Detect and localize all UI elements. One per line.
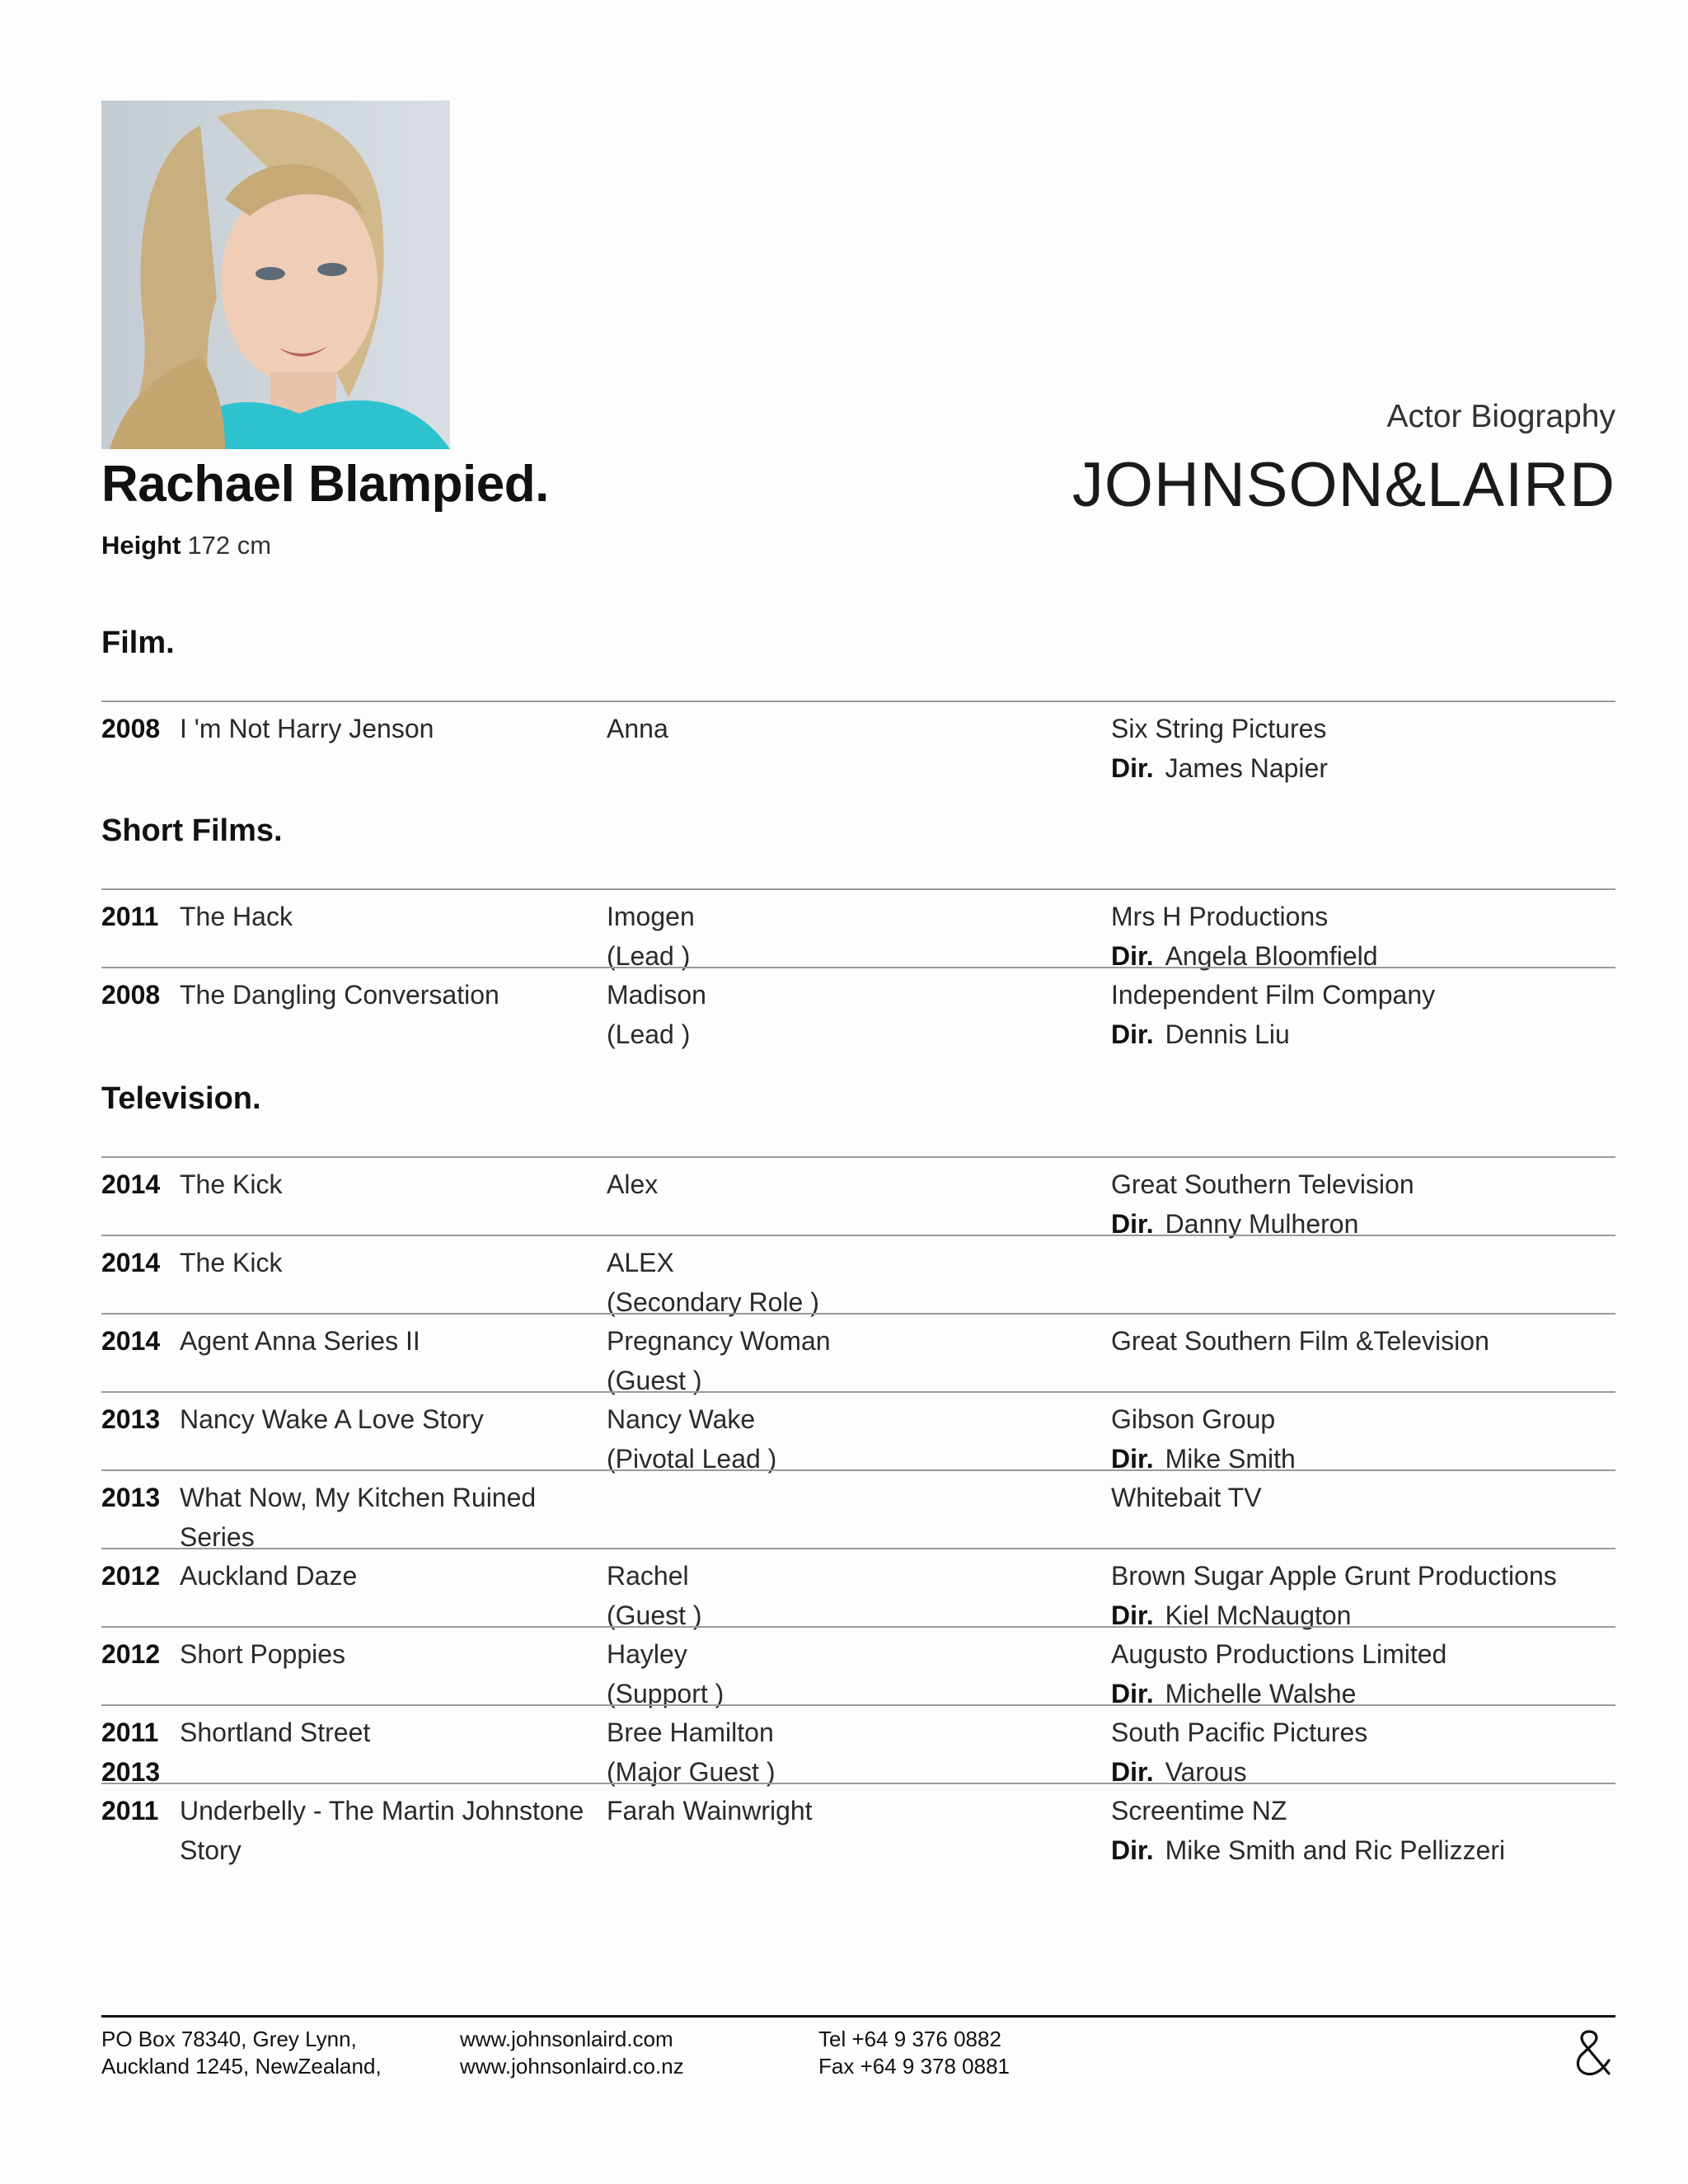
director-name: James Napier xyxy=(1165,753,1328,783)
director-name: Mike Smith xyxy=(1165,1444,1296,1474)
credit-row xyxy=(101,701,1615,783)
director-label: Dir. xyxy=(1111,1679,1154,1708)
credit-role xyxy=(607,1556,1068,1635)
credit-list xyxy=(101,701,1615,783)
short-films-section xyxy=(101,809,1615,1049)
year-end-value: 2013 xyxy=(101,1757,161,1787)
director-label: Dir. xyxy=(1111,1444,1154,1474)
production-title: What Now, My Kitchen Ruined Series xyxy=(180,1483,537,1552)
production-company: Independent Film Company xyxy=(1111,980,1436,1010)
production-company: Mrs H Productions xyxy=(1111,902,1329,931)
director-label: Dir. xyxy=(1111,941,1154,971)
director-label: Dir. xyxy=(1111,753,1154,783)
production-title: The Kick xyxy=(180,1169,283,1199)
director-label: Dir. xyxy=(1111,1601,1154,1630)
production-company: Six String Pictures xyxy=(1111,714,1327,743)
production-title: Nancy Wake A Love Story xyxy=(180,1404,484,1434)
headshot-image xyxy=(101,101,450,449)
credit-row xyxy=(101,1235,1615,1317)
section-title: Television. xyxy=(101,1081,261,1116)
role-type: (Secondary Role ) xyxy=(607,1287,819,1317)
credit-list xyxy=(101,888,1615,1049)
credit-role xyxy=(607,1165,1068,1204)
credit-year xyxy=(101,1478,176,1517)
production-title: Agent Anna Series II xyxy=(180,1326,420,1356)
director-name: Danny Mulheron xyxy=(1165,1209,1359,1239)
production-title: The Kick xyxy=(180,1248,283,1277)
production-company: Brown Sugar Apple Grunt Productions xyxy=(1111,1561,1557,1591)
credit-role xyxy=(607,1321,1068,1400)
credit-row xyxy=(101,888,1615,971)
credit-year xyxy=(101,1243,176,1282)
role-name: Imogen xyxy=(607,902,695,931)
credit-year xyxy=(101,1321,176,1361)
year-value: 2008 xyxy=(101,714,161,743)
production-details xyxy=(1111,1791,1614,1870)
credit-row xyxy=(101,1156,1615,1239)
role-name: Anna xyxy=(607,714,668,743)
credit-role xyxy=(607,975,1068,1054)
footer-divider xyxy=(101,2015,1615,2018)
production-title: I 'm Not Harry Jenson xyxy=(180,714,434,743)
year-value: 2011 xyxy=(101,1718,159,1747)
production-details xyxy=(1111,1634,1614,1713)
role-type: (Guest ) xyxy=(607,1366,702,1395)
year-value: 2012 xyxy=(101,1639,161,1669)
production-details xyxy=(1111,1321,1614,1361)
director-label: Dir. xyxy=(1111,1835,1154,1865)
production-title: The Hack xyxy=(180,902,293,931)
role-type: (Lead ) xyxy=(607,941,691,971)
role-name: Nancy Wake xyxy=(607,1404,756,1434)
production-details xyxy=(1111,1399,1614,1479)
year-value: 2012 xyxy=(101,1561,161,1591)
director-name: Angela Bloomfield xyxy=(1165,941,1378,971)
credit-year xyxy=(101,1713,176,1792)
production-company: Augusto Productions Limited xyxy=(1111,1639,1447,1669)
role-type: (Guest ) xyxy=(607,1601,702,1630)
production-details xyxy=(1111,1713,1614,1792)
production-company: Great Southern Television xyxy=(1111,1169,1414,1199)
section-title: Film. xyxy=(101,626,175,660)
credit-role xyxy=(607,1713,1068,1792)
agency-logo: JOHNSON&LAIRD xyxy=(1071,450,1615,520)
credit-row xyxy=(101,1548,1615,1630)
website-link[interactable]: www.johnsonlaird.co.nz xyxy=(460,2054,684,2079)
height-line xyxy=(101,531,271,560)
role-name: Hayley xyxy=(607,1639,687,1669)
production-company: Whitebait TV xyxy=(1111,1483,1262,1512)
credit-role xyxy=(607,1634,1068,1713)
address-line: PO Box 78340, Grey Lynn, xyxy=(101,2027,357,2051)
production-details xyxy=(1111,897,1614,976)
production-details xyxy=(1111,1165,1614,1244)
year-value: 2011 xyxy=(101,1796,159,1825)
credit-year xyxy=(101,975,176,1015)
credit-row xyxy=(101,1704,1615,1787)
role-type: (Support ) xyxy=(607,1679,724,1708)
credit-year xyxy=(101,1791,176,1830)
credit-row xyxy=(101,1469,1615,1552)
director-line xyxy=(1111,1830,1614,1870)
production-title: Auckland Daze xyxy=(180,1561,358,1591)
footer-address xyxy=(101,2026,382,2080)
role-name: Farah Wainwright xyxy=(607,1796,813,1825)
production-title: The Dangling Conversation xyxy=(180,980,499,1010)
director-name: Michelle Walshe xyxy=(1165,1679,1357,1708)
credit-role xyxy=(607,1243,1068,1322)
production-details xyxy=(1111,975,1614,1054)
credit-year xyxy=(101,709,176,748)
credit-row xyxy=(101,1391,1615,1474)
year-value: 2013 xyxy=(101,1483,161,1512)
director-label: Dir. xyxy=(1111,1757,1154,1787)
website-link[interactable]: www.johnsonlaird.com xyxy=(460,2027,673,2051)
director-line xyxy=(1111,1015,1614,1054)
director-name: Dennis Liu xyxy=(1165,1019,1290,1049)
credit-list xyxy=(101,1156,1615,1865)
year-value: 2008 xyxy=(101,980,161,1010)
role-name: Rachel xyxy=(607,1561,689,1591)
year-value: 2011 xyxy=(101,902,159,931)
film-section xyxy=(101,621,1615,783)
section-title: Short Films. xyxy=(101,813,283,848)
credit-year xyxy=(101,1634,176,1674)
credit-role xyxy=(607,709,1068,748)
production-details xyxy=(1111,1556,1614,1635)
year-value: 2013 xyxy=(101,1404,161,1434)
credit-role xyxy=(607,1399,1068,1479)
role-name: ALEX xyxy=(607,1248,674,1277)
actor-headshot-photo xyxy=(101,101,450,449)
production-company: Screentime NZ xyxy=(1111,1796,1287,1825)
credit-row xyxy=(101,967,1615,1049)
fax-number: Fax +64 9 378 0881 xyxy=(818,2054,1010,2079)
actor-name: Rachael Blampied. xyxy=(101,456,549,513)
document-type: Actor Biography xyxy=(1386,399,1615,434)
production-company: Gibson Group xyxy=(1111,1404,1276,1434)
role-type: (Pivotal Lead ) xyxy=(607,1444,777,1474)
address-line: Auckland 1245, NewZealand, xyxy=(101,2054,382,2079)
director-name: Kiel McNaugton xyxy=(1165,1601,1352,1630)
height-label: Height xyxy=(101,531,181,560)
credit-year xyxy=(101,1399,176,1439)
year-value: 2014 xyxy=(101,1326,161,1356)
credit-role xyxy=(607,897,1068,976)
production-company: Great Southern Film &Television xyxy=(1111,1326,1489,1356)
director-name: Mike Smith and Ric Pellizzeri xyxy=(1165,1835,1506,1865)
credit-year xyxy=(101,1165,176,1204)
director-label: Dir. xyxy=(1111,1209,1154,1239)
production-details xyxy=(1111,709,1614,788)
phone-number: Tel +64 9 376 0882 xyxy=(818,2027,1001,2051)
year-value: 2014 xyxy=(101,1248,161,1277)
footer-websites xyxy=(460,2026,684,2080)
director-name: Varous xyxy=(1165,1757,1247,1787)
height-value: 172 cm xyxy=(187,531,272,560)
production-details xyxy=(1111,1478,1614,1517)
television-section xyxy=(101,1077,1615,1865)
role-name: Bree Hamilton xyxy=(607,1718,774,1747)
production-company: South Pacific Pictures xyxy=(1111,1718,1368,1747)
credit-row xyxy=(101,1626,1615,1708)
role-name: Alex xyxy=(607,1169,659,1199)
footer-contact xyxy=(818,2026,1010,2080)
credit-row xyxy=(101,1313,1615,1395)
role-name: Pregnancy Woman xyxy=(607,1326,831,1356)
credit-row xyxy=(101,1783,1615,1865)
production-title: Underbelly - The Martin Johnstone Story xyxy=(180,1796,584,1865)
year-value: 2014 xyxy=(101,1169,161,1199)
production-title: Shortland Street xyxy=(180,1718,371,1747)
role-type: (Lead ) xyxy=(607,1019,691,1049)
role-name: Madison xyxy=(607,980,706,1010)
role-type: (Major Guest ) xyxy=(607,1757,776,1787)
credit-year xyxy=(101,897,176,936)
credit-year xyxy=(101,1556,176,1596)
director-line xyxy=(1111,748,1614,788)
director-label: Dir. xyxy=(1111,1019,1154,1049)
production-title: Short Poppies xyxy=(180,1639,346,1669)
credit-role xyxy=(607,1791,1068,1830)
ampersand-logo-icon xyxy=(1573,2029,1615,2077)
